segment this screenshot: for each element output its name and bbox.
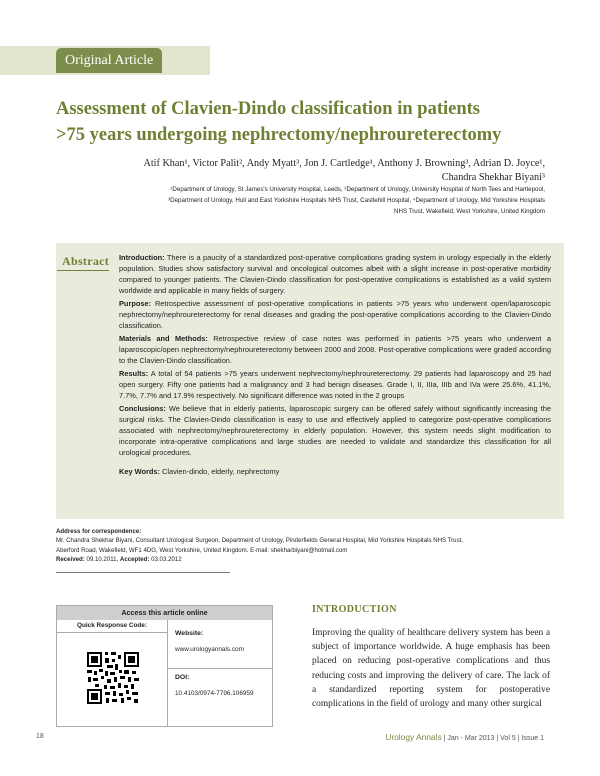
title-line-1: Assessment of Clavien-Dindo classification in patients (56, 99, 480, 119)
abstract-label: Abstract (62, 254, 110, 268)
article-title (56, 96, 556, 148)
journal-footer (385, 732, 544, 742)
abstract-methods-body: Retrospective review of case notes was performed in patients >75 years who underwent a laparoscopic/open nephrectomy/nephroureterectomy between 2000 and 2008. Post-operative complications were graded according to the Clavien-Dindo classification. (119, 334, 551, 365)
abstract-introduction-body: There is a paucity of a standardized post-operative complications grading system in urology especially in the elderly population. Studies show satisfactory survival and oncological outcomes albeit with a slight increase in post-operative morbidity compared to younger patients. The Clavien-Dindo classification for post-operative complications is established as a valid system worldwide and applicable in many fields of surgery. (119, 253, 551, 295)
abstract-conclusions-head: Conclusions: (119, 404, 166, 413)
qr-code-icon[interactable] (85, 636, 141, 722)
issue-info: | Jan - Mar 2013 | Vol 5 | Issue 1 (441, 735, 544, 742)
journal-name: Urology Annals (385, 732, 442, 742)
abstract-keywords (119, 466, 551, 477)
access-box-header: Access this article online (57, 606, 272, 620)
abstract-text (119, 252, 551, 479)
affiliation-line-2: ³Department of Urology, Hull and East Yorkshire Hospitals NHS Trust, Castlehill Hospital, ⁴Department of Urology, Mid Yorkshire Hospitals (168, 197, 545, 204)
authors-line-1: Atif Khan¹, Victor Palit², Andy Myatt³, Jon J. Cartledge¹, Anthony J. Browning³, Adrian D. Joyce¹, (143, 158, 545, 169)
keywords-body: Clavien-dindo, elderly, nephrectomy (159, 467, 280, 476)
correspondence-line-1: Mr. Chandra Shekhar Biyani, Consultant Urological Surgeon, Department of Urology, Pinderfields General Hospital, Mid Yorkshire Hospitals NHS Trust, (56, 537, 464, 545)
authors-line-2: Chandra Shekhar Biyani³ (441, 172, 545, 183)
abstract-introduction (119, 252, 551, 296)
abstract-results-head: Results: (119, 369, 149, 378)
affiliation-line-3: NHS Trust, Wakefield, West Yorkshire, United Kingdom (394, 208, 545, 215)
correspondence-block (56, 527, 566, 564)
abstract-label-rule (57, 270, 109, 271)
section-heading-introduction: INTRODUCTION (312, 604, 397, 615)
doi-label: DOI: (175, 674, 190, 681)
abstract-purpose-head: Purpose: (119, 299, 152, 308)
affiliations (0, 184, 545, 217)
abstract-methods-head: Materials and Methods: (119, 334, 208, 343)
keywords-head: Key Words: (119, 467, 160, 476)
abstract-purpose (119, 298, 551, 331)
qr-label: Quick Response Code: (57, 620, 167, 633)
abstract-results-body: A total of 54 patients >75 years underwent nephrectomy/nephroureterectomy. 29 patients had laparoscopy and 25 had open surgery. Fifty one patients had a malignancy and 3 had benign diseases. Grade I, II, IIIa, IIIb and IVa were 25.6%, 41.1%, 7.7%, 7.7% and 17.9% respectively. No significant difference was noted in the 2 groups (119, 369, 551, 400)
website-link[interactable]: www.urologyannals.com (175, 646, 244, 653)
abstract-results (119, 368, 551, 401)
page-number: 18 (36, 733, 44, 740)
correspondence-line-2: Aberford Road, Wakefield, WF1 4DG, West Yorkshire, United Kingdom. E-mail: shekharbiyani@hotmail.com (56, 546, 348, 554)
author-list (85, 157, 545, 185)
correspondence-head: Address for correspondence: (56, 528, 142, 535)
abstract-introduction-head: Introduction: (119, 253, 165, 262)
website-label: Website: (175, 630, 204, 637)
introduction-paragraph: Improving the quality of healthcare delivery system has been a subject of importance worldwide. A huge emphasis has been placed on reducing post-operative complications and thus reducing costs and improving the delivery of care. The lack of a standardized reporting system for postoperative complications in the field of urology and many other surgical (312, 628, 550, 710)
divider (56, 572, 230, 573)
abstract-conclusions-body: We believe that in elderly patients, laparoscopic surgery can be offered safely without significantly increasing the surgical risks. The Clavien-Dindo classification is easy to use and effectively applied to categorize post-operative complications associated with nephrectomy/nephroureterectomy in elderly population. However, this system needs slight modification to incorporate intra-operative complications and large studies are needed to validate and standardize this classification for all urological procedures. (119, 404, 551, 457)
received-accepted: Received: 09.10.2011, Accepted: 03.03.2012 (56, 555, 182, 563)
abstract-methods (119, 333, 551, 366)
title-line-2: >75 years undergoing nephrectomy/nephroureterectomy (56, 125, 502, 145)
affiliation-line-1: ¹Department of Urology, St James's University Hospital, Leeds, ²Department of Urology, University Hospital of North Tees and Hartlepool, (170, 186, 545, 193)
abstract-conclusions (119, 403, 551, 458)
abstract-purpose-body: Retrospective assessment of post-operative complications in patients >75 years who underwent open/laparoscopic nephrectomy/nephroureterectomy for renal diseases and grading the post-operative complications according to the Clavien-Dindo classification. (119, 299, 551, 330)
section-tag: Original Article (56, 48, 162, 73)
access-article-box (56, 605, 273, 727)
doi-link[interactable]: 10.4103/0974-7796.106959 (175, 690, 254, 697)
